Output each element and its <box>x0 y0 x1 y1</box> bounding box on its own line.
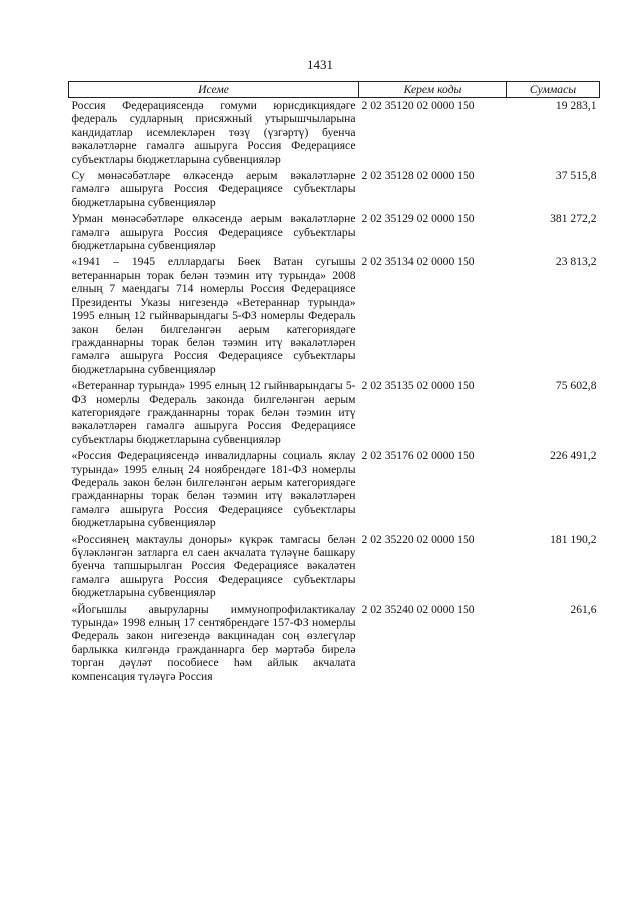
row-amount: 181 190,2 <box>550 532 597 546</box>
budget-table <box>68 81 600 685</box>
row-code: 2 02 35120 02 0000 150 <box>361 99 475 112</box>
row-name: «Йогышлы авыруларны иммунопрофилактикалау турында» 1998 елның 17 сентябрендәге 157-ФЗ номерлы Федераль закон нигезендә вакцинадан соң өзлегүләр барлыкка килгәндә гражданнарга бер мәртәбә бирелә торган дәүләт пособиесе һәм айлык акчалата компенсация түләүгә Россия <box>71 602 356 683</box>
table-row <box>69 448 600 531</box>
row-amount: 261,6 <box>570 602 597 616</box>
table-header-row <box>69 82 600 98</box>
row-code: 2 02 35134 02 0000 150 <box>361 255 475 269</box>
row-amount: 19 283,1 <box>555 99 597 112</box>
column-header-code: Керем коды <box>359 82 507 98</box>
row-name: «Россия Федерациясендә инвалидларны социаль яклау турында» 1995 елның 24 ноябрендәге 181-ФЗ номерлы Федераль закон белән билгеләнгән аерым категориядәге гражданнарны торак белән тәэмин итү вәкаләтләрен гамәлгә ашыруга Россия Федерациясе субъектлары бюджетларына субвенцияләр <box>71 449 356 530</box>
row-name: «Ветераннар турында» 1995 елның 12 гыйнварындагы 5-ФЗ номерлы Федераль законда билгеләнгән аерым категориядәге гражданнарны торак белән тәэмин итү вәкаләтләрен гамәлгә ашыруга Россия Федерациясе субъектлары бюджетларына субвенцияләр <box>71 379 356 446</box>
row-code: 2 02 35220 02 0000 150 <box>361 532 475 546</box>
row-name: Россия Федерациясендә гомуми юрисдикциядәге федераль судларның присяжный утырышчыларына кандидатлар исемлекләрен төзү (үзгәртү) буенча вәкаләтләрне гамәлгә ашыруга Россия Федерациясе субъектлары бюджетларына субвенцияләр <box>71 99 356 166</box>
row-name: «1941 – 1945 елллардагы Бөек Ватан сугышы ветераннарын торак белән тәэмин итү турында» 2008 елның 7 маендагы 714 номерлы Россия Федерациясе Президенты Указы нигезендә «Ветераннар турында» 1995 елның 12 гыйнварындагы 5-ФЗ номерлы Федераль закон белән билгеләнгән аерым категориядәге гражданнарны торак белән тәэмин итү вәкаләтләрен гамәлгә ашыруга Россия Федерациясе субъектлары бюджетларына субвенцияләр <box>71 255 356 376</box>
column-header-name: Исеме <box>69 82 359 98</box>
table-row <box>69 254 600 378</box>
row-code: 2 02 35135 02 0000 150 <box>361 379 475 393</box>
row-code: 2 02 35176 02 0000 150 <box>361 449 475 463</box>
table-row <box>69 378 600 448</box>
table-row <box>69 98 600 169</box>
row-name: Урман мөнәсәбәтләре өлкәсендә аерым вәкаләтләрне гамәлгә ашыруга Россия Федерациясе субъектлары бюджетларына субвенцияләр <box>71 212 356 253</box>
table-row <box>69 168 600 211</box>
table-row <box>69 211 600 254</box>
row-code: 2 02 35129 02 0000 150 <box>361 212 475 226</box>
row-code: 2 02 35240 02 0000 150 <box>361 602 475 616</box>
row-code: 2 02 35128 02 0000 150 <box>361 169 475 183</box>
row-amount: 226 491,2 <box>550 449 597 463</box>
table-row <box>69 532 600 602</box>
page-number: 1431 <box>307 57 333 72</box>
row-amount: 381 272,2 <box>550 212 597 226</box>
column-header-amount: Суммасы <box>507 82 600 98</box>
row-amount: 23 813,2 <box>555 255 597 269</box>
row-amount: 37 515,8 <box>555 169 597 183</box>
row-name: Су мөнәсәбәтләре өлкәсендә аерым вәкаләтләрне гамәлгә ашыруга Россия Федерациясе субъектлары бюджетларына субвенцияләр <box>71 169 356 209</box>
table-row <box>69 602 600 685</box>
row-name: «Россиянең мактаулы доноры» күкрәк тамгасы белән бүләкләнгән затларга ел саен акчалата түләүне башкару буенча тапшырылган Россия Федерациясе вәкаләтен гамәлгә ашыруга Россия Федерациясе субъектлары бюджетларына субвенцияләр <box>71 532 356 600</box>
row-amount: 75 602,8 <box>555 379 597 393</box>
